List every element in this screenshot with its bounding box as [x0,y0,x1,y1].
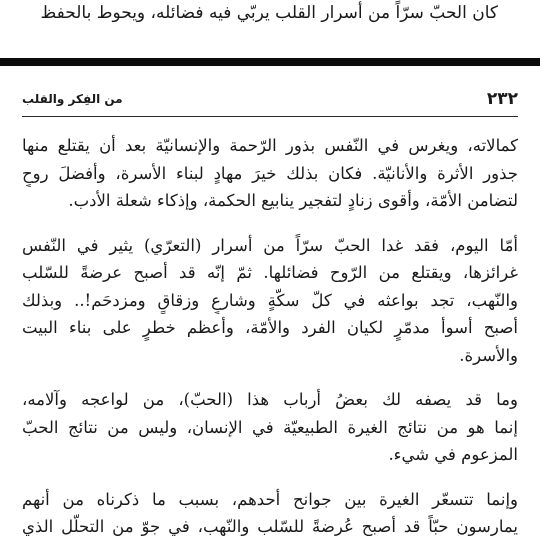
text-line: أمّا اليوم، فقد غدا الحبّ سرّاً من أسرار (التعرّي) يثير في النّفس [22,235,518,255]
text-line: إنما هو من نتائج الغيرة الطبيعيّة في الإنسان، وليس من نتائج الحبّ [22,417,518,437]
text-line: وما قد يصفه لك بعضُ أرباب هذا (الحبّ)، من لواعجه وآلامه، [22,390,518,409]
text-line: جذور الأثرة والأنانيّة. فكان بذلك خيرَ مهادٍ لبناء الأسرة، وأفضلَ روحٍ [22,163,518,183]
paragraph [22,232,518,370]
book-page [0,66,540,540]
paragraph [22,386,518,469]
text-line: المزعوم في شيء. [388,445,518,464]
text-line: أصبح أسوأ مدمّرٍ لكيان الفرد والأمّة، وأعظم خطرٍ على بناء البيت [22,318,518,337]
header-rule [22,116,518,117]
page-number: ٢٣٢ [486,89,518,109]
text-line: كمالاته، ويغرس في النّفس بذور الرّحمة والإنسانيّة بعد أن يقتلع منها [22,136,518,155]
previous-page-fragment [0,0,540,58]
text-line: غرائزها، ويقتلع من الرّوح فضائلها. ثمّ إنّه قد أصبح عرضةً للسّلب [22,263,518,282]
text-line: يمارسون حبّاً قد أصبح عُرضةً للسّلب والنّهب، في جوّ من التحلّل الذي [22,517,518,536]
paragraph [22,486,518,540]
page-header [22,88,518,112]
text-line: لتضامن الأمّة، وأقوى زنادٍ لتفجير ينابيع الحكمة، وإذكاء شعلة الأدب. [68,191,518,210]
text-line: وإنما تتسعّر الغيرة بين جوانح أحدهم، بسبب ما ذكرناه من أنهم [22,489,518,509]
running-head: من الفِكر والقلب [22,92,123,106]
page-gap [0,58,540,66]
previous-page-last-line: كان الحبّ سرّاً من أسرار القلب يربّي فيه فضائله، ويحوط بالحفظ [40,3,498,23]
paragraph [22,132,518,215]
text-line: والنّهب، تجد بواعثه في كلّ سكّةٍ وشارعٍ وزقاقٍ ومزدحَم!.. وبذلك [22,290,518,310]
text-line: والأسرة. [459,345,518,365]
body-text [22,132,518,540]
